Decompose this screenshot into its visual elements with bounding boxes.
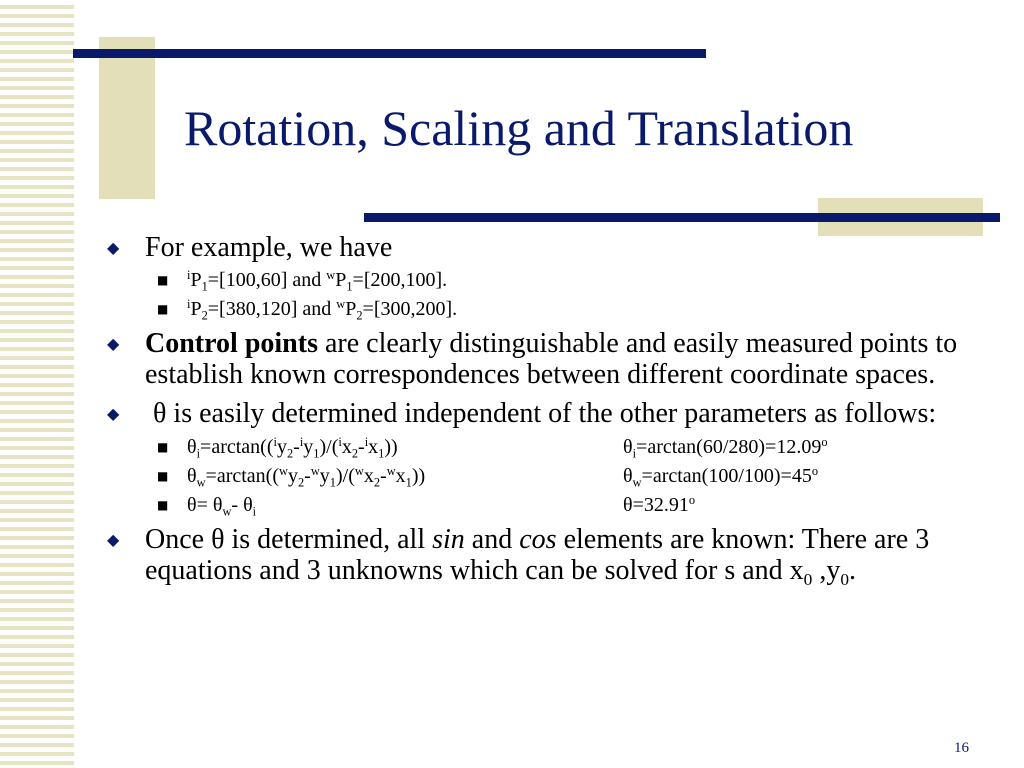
square-icon: ■ bbox=[157, 498, 169, 512]
sub-bullet-formula: $\theta_w=\arctan((^wy_2-^wy_1)/(^wx_2-^wx_1))$ bbox=[187, 464, 426, 490]
diamond-icon: ◆ bbox=[107, 334, 120, 353]
square-icon: ■ bbox=[157, 273, 169, 287]
sub-bullet-result: $\theta_i=\arctan(60/280)=12.09^o$ bbox=[623, 435, 828, 461]
diamond-icon: ◆ bbox=[107, 530, 120, 549]
square-icon: ■ bbox=[157, 440, 169, 454]
slide-title: Rotation, Scaling and Translation bbox=[184, 100, 854, 156]
sub-bullet-item bbox=[105, 267, 1005, 293]
bullet-item bbox=[105, 524, 1005, 590]
decorative-beige-block-top bbox=[99, 37, 155, 199]
bullet-text: Control points are clearly distinguishable and easily measured points to establish known correspondences between different coordinate spaces. bbox=[145, 328, 958, 390]
sub-bullet-text: $^iP_1=[100,60]$ and $^wP_1=[200,100]$. bbox=[187, 268, 448, 294]
sub-bullet-item bbox=[105, 492, 1005, 518]
bullet-text: θ is easily determined independent of the other parameters as follows: bbox=[153, 398, 937, 429]
bullet-text: For example, we have bbox=[145, 232, 393, 263]
title-top-rule bbox=[73, 49, 706, 58]
page-number: 16 bbox=[954, 740, 969, 756]
sub-bullet-item bbox=[105, 296, 1005, 322]
title-bottom-rule bbox=[364, 213, 1000, 222]
square-icon: ■ bbox=[157, 302, 169, 316]
bullet-item bbox=[105, 232, 1005, 263]
decorative-stripe-strip bbox=[0, 0, 74, 768]
sub-bullet-result: $\theta=32.91^o$ bbox=[623, 493, 696, 516]
diamond-icon: ◆ bbox=[107, 404, 120, 423]
slide-body bbox=[105, 232, 1005, 590]
sub-bullet-result: $\theta_w=\arctan(100/100)=45^o$ bbox=[623, 464, 819, 490]
bullet-item bbox=[105, 398, 1005, 429]
bullet-text: Once θ is determined, all sin and cos elements are known: There are 3 equations and 3 unknowns which can be solved for s and $x_0$ $,y_0$. bbox=[145, 524, 930, 590]
diamond-icon: ◆ bbox=[107, 238, 120, 257]
sub-bullet-item bbox=[105, 434, 1005, 460]
square-icon: ■ bbox=[157, 469, 169, 483]
sub-bullet-text: $^iP_2=[380,120]$ and $^wP_2=[300,200]$. bbox=[187, 297, 458, 323]
sub-bullet-item bbox=[105, 463, 1005, 489]
bullet-item bbox=[105, 328, 1005, 390]
sub-bullet-formula: $\theta= \theta_w-$ $\theta_i$ bbox=[187, 494, 257, 519]
sub-bullet-formula: $\theta_i=\arctan((^iy_2-^iy_1)/(^ix_2-^ix_1))$ bbox=[187, 435, 398, 461]
